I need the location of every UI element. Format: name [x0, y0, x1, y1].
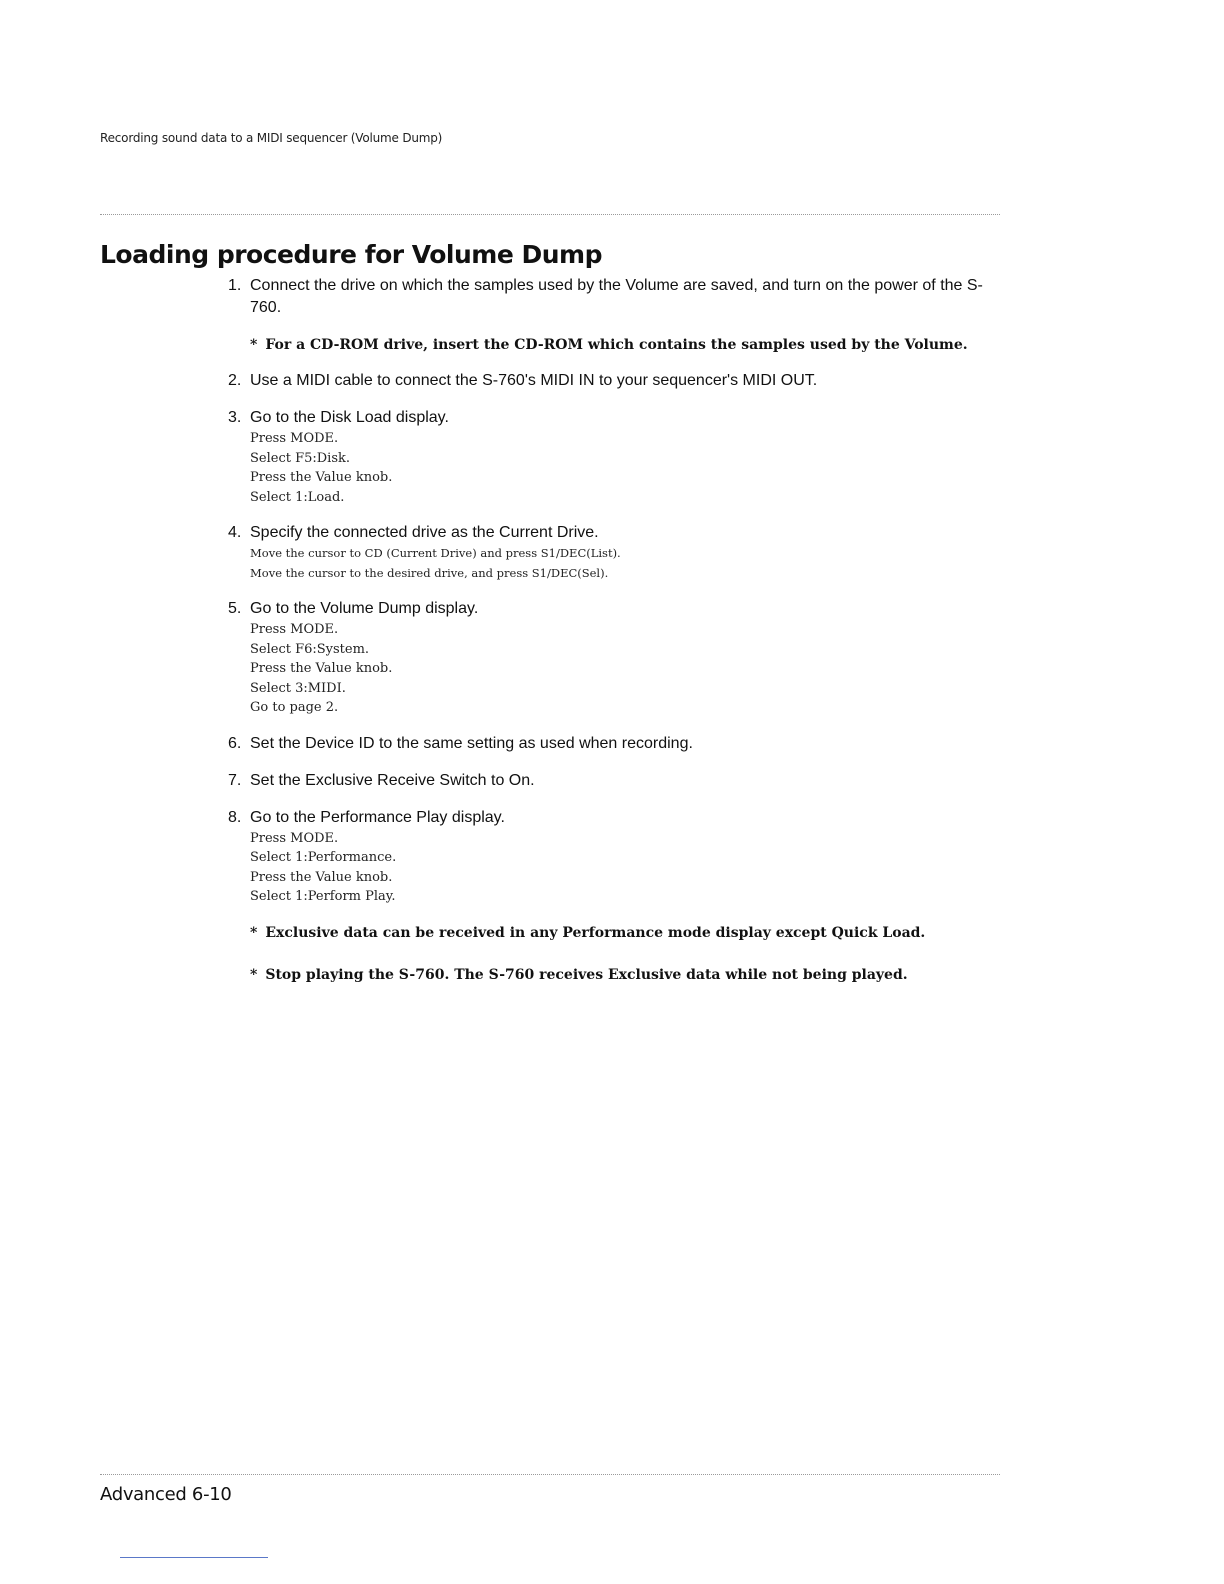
- sub-instruction: Select 3:MIDI.: [250, 680, 346, 696]
- step-5: [228, 598, 1008, 718]
- step-number: 1.: [228, 277, 242, 294]
- sub-instruction: Press MODE.: [250, 622, 339, 637]
- step-2: [228, 370, 1008, 392]
- asterisk-icon: *: [250, 924, 258, 941]
- step-number: 5.: [228, 600, 242, 617]
- step-note: [250, 335, 1008, 355]
- sub-instruction: Go to page 2.: [250, 700, 339, 715]
- scan-edge-line: [120, 1557, 268, 1558]
- sub-instruction: Press the Value knob.: [250, 869, 393, 885]
- sub-instruction: Select F6:System.: [250, 641, 370, 657]
- step-number: 4.: [228, 524, 242, 541]
- sub-instruction: Press MODE.: [250, 830, 339, 846]
- step-3: [228, 407, 1008, 507]
- step-text: Set the Exclusive Receive Switch to On.: [250, 771, 535, 789]
- sub-instruction: Move the cursor to the desired drive, and press S1/DEC(Sel).: [250, 565, 609, 580]
- step-text: Go to the Disk Load display.: [250, 409, 449, 426]
- sub-instruction: Select 1:Load.: [250, 489, 345, 505]
- sub-instruction: Move the cursor to CD (Current Drive) and press S1/DEC(List).: [250, 546, 621, 560]
- asterisk-icon: *: [250, 966, 258, 983]
- step-number: 8.: [228, 808, 242, 826]
- step-number: 6.: [228, 734, 242, 752]
- step-text: Specify the connected drive as the Current Drive.: [250, 524, 599, 541]
- step-note: [250, 923, 1008, 943]
- sub-instruction: Select 1:Perform Play.: [250, 889, 396, 904]
- asterisk-icon: *: [250, 337, 258, 353]
- bottom-divider: [100, 1474, 1000, 1475]
- section-title: Loading procedure for Volume Dump: [100, 240, 603, 269]
- procedure-steps: [228, 275, 1008, 1000]
- note-text: For a CD-ROM drive, insert the CD-ROM which contains the samples used by the Volume.: [265, 337, 968, 353]
- step-text: Go to the Volume Dump display.: [250, 600, 479, 617]
- sub-instruction: Select 1:Performance.: [250, 850, 397, 865]
- step-6: [228, 733, 1008, 755]
- sub-instruction: Press the Value knob.: [250, 661, 393, 676]
- sub-instruction: Select F5:Disk.: [250, 450, 351, 466]
- step-4: [228, 522, 1008, 583]
- page-footer: Advanced 6-10: [100, 1484, 232, 1505]
- step-note: [250, 965, 1008, 985]
- step-number: 2.: [228, 372, 242, 389]
- sub-instruction: Press MODE.: [250, 431, 339, 446]
- top-divider: [100, 214, 1000, 215]
- step-number: 3.: [228, 409, 242, 426]
- running-head: Recording sound data to a MIDI sequencer (Volume Dump): [100, 131, 443, 145]
- step-text: Use a MIDI cable to connect the S-760's MIDI IN to your sequencer's MIDI OUT.: [250, 372, 818, 389]
- step-1: [228, 275, 1008, 355]
- step-text: Go to the Performance Play display.: [250, 808, 505, 826]
- sub-instruction: Press the Value knob.: [250, 470, 393, 485]
- step-7: [228, 770, 1008, 792]
- note-text: Stop playing the S-760. The S-760 receives Exclusive data while not being played.: [265, 966, 908, 983]
- step-8: [228, 807, 1008, 985]
- step-text: Connect the drive on which the samples used by the Volume are saved, and turn on the power of the S-760.: [250, 277, 983, 316]
- step-text: Set the Device ID to the same setting as used when recording.: [250, 734, 693, 752]
- note-text: Exclusive data can be received in any Performance mode display except Quick Load.: [265, 924, 926, 941]
- step-number: 7.: [228, 771, 242, 789]
